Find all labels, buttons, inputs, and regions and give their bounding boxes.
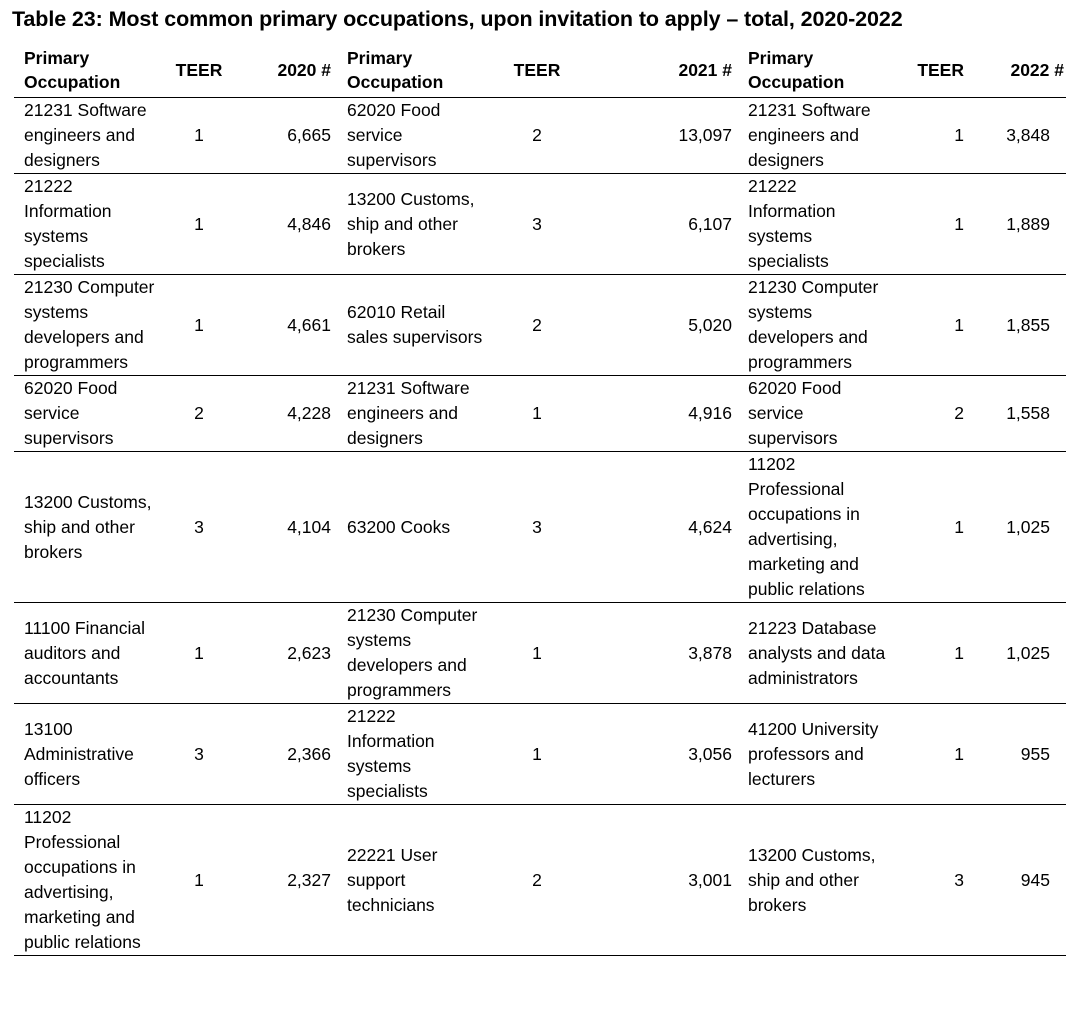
count-cell-2022: 1,889 <box>972 174 1066 275</box>
count-cell-2020: 4,846 <box>237 174 337 275</box>
table-row <box>14 275 1066 376</box>
teer-cell-2021: 2 <box>487 98 587 174</box>
occupation-cell-2020: 13100 Administrative officers <box>14 704 161 805</box>
count-cell-2020: 2,366 <box>237 704 337 805</box>
occupation-cell-2020: 62020 Food service supervisors <box>14 376 161 452</box>
teer-cell-2020: 1 <box>161 174 237 275</box>
teer-cell-2021: 2 <box>487 275 587 376</box>
teer-cell-2022: 1 <box>888 452 972 603</box>
occupation-cell-2022: 21222 Information systems specialists <box>738 174 888 275</box>
teer-cell-2022: 1 <box>888 98 972 174</box>
table-header-row <box>14 43 1066 98</box>
teer-cell-2020: 1 <box>161 603 237 704</box>
occupation-cell-2022: 62020 Food service supervisors <box>738 376 888 452</box>
header-occupation-2022: Primary Occupation <box>738 43 888 98</box>
table-row <box>14 603 1066 704</box>
count-cell-2021: 4,624 <box>587 452 738 603</box>
teer-cell-2021: 1 <box>487 704 587 805</box>
header-teer-2021: TEER <box>487 43 587 98</box>
teer-cell-2022: 1 <box>888 174 972 275</box>
occupation-cell-2020: 21231 Software engineers and designers <box>14 98 161 174</box>
count-cell-2022: 1,025 <box>972 603 1066 704</box>
teer-cell-2020: 3 <box>161 452 237 603</box>
occupation-cell-2020: 21230 Computer systems developers and programmers <box>14 275 161 376</box>
count-cell-2021: 3,056 <box>587 704 738 805</box>
occupation-cell-2021: 22221 User support technicians <box>337 805 487 956</box>
count-cell-2020: 4,661 <box>237 275 337 376</box>
teer-cell-2021: 1 <box>487 376 587 452</box>
occupation-cell-2022: 11202 Professional occupations in advertising, marketing and public relations <box>738 452 888 603</box>
header-occupation-2020: Primary Occupation <box>14 43 161 98</box>
header-count-2022: 2022 # <box>972 43 1066 98</box>
occupation-cell-2022: 21223 Database analysts and data administrators <box>738 603 888 704</box>
occupation-cell-2021: 62010 Retail sales supervisors <box>337 275 487 376</box>
table-row <box>14 98 1066 174</box>
header-occupation-2021: Primary Occupation <box>337 43 487 98</box>
table-row <box>14 174 1066 275</box>
teer-cell-2022: 3 <box>888 805 972 956</box>
occupation-cell-2021: 63200 Cooks <box>337 452 487 603</box>
table-title: Table 23: Most common primary occupations, upon invitation to apply – total, 2020-2022 <box>12 7 903 31</box>
header-teer-2020: TEER <box>161 43 237 98</box>
count-cell-2020: 2,327 <box>237 805 337 956</box>
teer-cell-2021: 1 <box>487 603 587 704</box>
occupation-cell-2020: 13200 Customs, ship and other brokers <box>14 452 161 603</box>
occupations-table <box>14 43 1066 956</box>
header-teer-2022: TEER <box>888 43 972 98</box>
occupation-cell-2020: 21222 Information systems specialists <box>14 174 161 275</box>
table-row <box>14 452 1066 603</box>
count-cell-2021: 4,916 <box>587 376 738 452</box>
count-cell-2021: 5,020 <box>587 275 738 376</box>
count-cell-2022: 1,558 <box>972 376 1066 452</box>
occupation-cell-2022: 21230 Computer systems developers and programmers <box>738 275 888 376</box>
occupation-cell-2022: 21231 Software engineers and designers <box>738 98 888 174</box>
teer-cell-2022: 1 <box>888 603 972 704</box>
teer-cell-2021: 2 <box>487 805 587 956</box>
teer-cell-2022: 1 <box>888 275 972 376</box>
count-cell-2021: 3,878 <box>587 603 738 704</box>
teer-cell-2020: 1 <box>161 805 237 956</box>
count-cell-2020: 2,623 <box>237 603 337 704</box>
table-row <box>14 704 1066 805</box>
teer-cell-2022: 2 <box>888 376 972 452</box>
table-row <box>14 805 1066 956</box>
teer-cell-2020: 1 <box>161 98 237 174</box>
count-cell-2021: 3,001 <box>587 805 738 956</box>
occupation-cell-2021: 21230 Computer systems developers and programmers <box>337 603 487 704</box>
occupation-cell-2021: 62020 Food service supervisors <box>337 98 487 174</box>
teer-cell-2021: 3 <box>487 452 587 603</box>
occupation-cell-2020: 11202 Professional occupations in advertising, marketing and public relations <box>14 805 161 956</box>
teer-cell-2021: 3 <box>487 174 587 275</box>
count-cell-2021: 6,107 <box>587 174 738 275</box>
count-cell-2020: 6,665 <box>237 98 337 174</box>
header-count-2020: 2020 # <box>237 43 337 98</box>
teer-cell-2020: 3 <box>161 704 237 805</box>
count-cell-2022: 1,025 <box>972 452 1066 603</box>
teer-cell-2022: 1 <box>888 704 972 805</box>
count-cell-2021: 13,097 <box>587 98 738 174</box>
table-row <box>14 376 1066 452</box>
occupation-cell-2022: 41200 University professors and lecturers <box>738 704 888 805</box>
count-cell-2022: 1,855 <box>972 275 1066 376</box>
count-cell-2022: 945 <box>972 805 1066 956</box>
count-cell-2022: 3,848 <box>972 98 1066 174</box>
occupation-cell-2020: 11100 Financial auditors and accountants <box>14 603 161 704</box>
occupation-cell-2021: 21231 Software engineers and designers <box>337 376 487 452</box>
count-cell-2020: 4,228 <box>237 376 337 452</box>
teer-cell-2020: 1 <box>161 275 237 376</box>
teer-cell-2020: 2 <box>161 376 237 452</box>
occupation-cell-2021: 21222 Information systems specialists <box>337 704 487 805</box>
occupation-cell-2022: 13200 Customs, ship and other brokers <box>738 805 888 956</box>
count-cell-2022: 955 <box>972 704 1066 805</box>
occupation-cell-2021: 13200 Customs, ship and other brokers <box>337 174 487 275</box>
count-cell-2020: 4,104 <box>237 452 337 603</box>
header-count-2021: 2021 # <box>587 43 738 98</box>
